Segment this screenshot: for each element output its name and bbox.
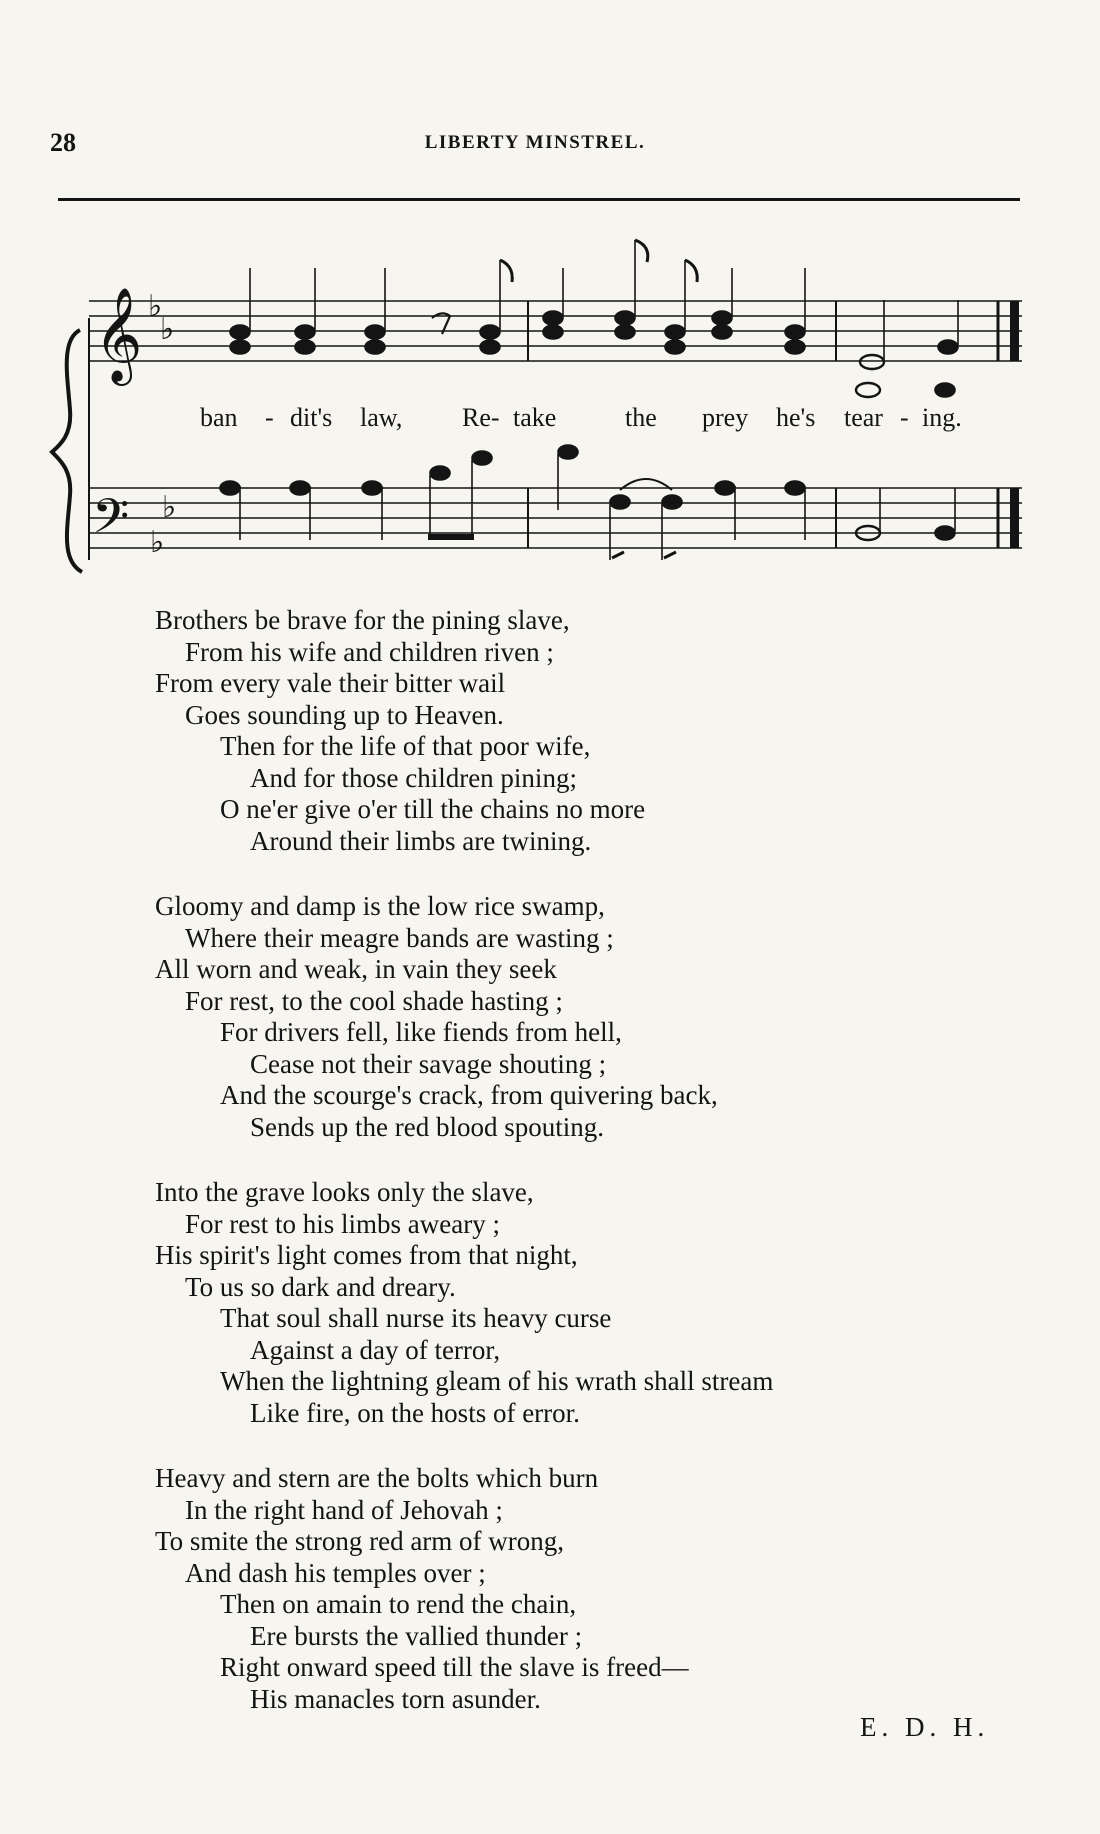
poem-line: Brothers be brave for the pining slave, (155, 605, 570, 635)
poem-line: Sends up the red blood spouting. (250, 1111, 604, 1142)
treble-notes (230, 240, 958, 397)
poem-line: To smite the strong red arm of wrong, (155, 1526, 565, 1556)
flat-sign: ♭ (150, 525, 165, 560)
flat-sign: ♭ (160, 312, 175, 347)
poem-line: When the lightning gleam of his wrath shall stream (220, 1366, 774, 1396)
poem-line: Around their limbs are twining. (250, 825, 592, 856)
poem-line: Into the grave looks only the slave, (155, 1177, 534, 1207)
brace (52, 330, 82, 572)
lyric-syllable: ing. (922, 403, 962, 432)
final-bar-line (1010, 301, 1019, 361)
poem-line: To us so dark and dreary. (185, 1271, 456, 1302)
lyric-syllable: Re- (462, 403, 500, 432)
poem-line: In the right hand of Jehovah ; (185, 1494, 503, 1525)
lyric-syllable: - (900, 403, 909, 432)
page-number: 28 (50, 128, 76, 157)
treble-clef: 𝄞 (94, 287, 143, 382)
poem-line: Cease not their savage shouting ; (250, 1048, 607, 1079)
lyric-syllable: dit's (290, 403, 333, 432)
poem (155, 605, 1015, 1749)
poem-line: Against a day of terror, (250, 1334, 501, 1365)
running-title: LIBERTY MINSTREL. (424, 132, 646, 153)
flat-sign: ♭ (148, 289, 163, 324)
music-score (0, 0, 1100, 600)
poem-line: O ne'er give o'er till the chains no more (220, 794, 646, 824)
lyric-syllable: - (265, 403, 274, 432)
poem-line: Gloomy and damp is the low rice swamp, (155, 891, 605, 921)
poem-line: His manacles torn asunder. (250, 1683, 541, 1714)
author-initials: E. D. H. (860, 1712, 990, 1742)
lyric-syllable: take (513, 403, 557, 432)
lyric-syllable: the (625, 403, 657, 432)
poem-line: From every vale their bitter wail (155, 668, 506, 698)
poem-line: Like fire, on the hosts of error. (250, 1397, 580, 1428)
stanza (155, 1177, 1015, 1429)
lyric-syllable: ban (200, 403, 238, 432)
poem-line: And for those children pining; (250, 762, 577, 793)
poem-line: That soul shall nurse its heavy curse (220, 1303, 612, 1333)
final-bar-line (1010, 488, 1019, 548)
poem-line: Heavy and stern are the bolts which burn (155, 1463, 599, 1493)
poem-line: Goes sounding up to Heaven. (185, 699, 504, 730)
poem-line: His spirit's light comes from that night, (155, 1240, 578, 1270)
poem-line: From his wife and children riven ; (185, 636, 554, 667)
poem-line: Ere bursts the vallied thunder ; (250, 1620, 583, 1651)
poem-line: Where their meagre bands are wasting ; (185, 922, 614, 953)
poem-line: For rest, to the cool shade hasting ; (185, 985, 563, 1016)
poem-line: And the scourge's crack, from quivering back, (220, 1080, 718, 1110)
lyrics (200, 403, 962, 432)
poem-line: For rest to his limbs aweary ; (185, 1208, 500, 1239)
lyric-syllable: law, (360, 403, 403, 432)
flat-sign: ♭ (162, 490, 177, 525)
poem-line: For drivers fell, like fiends from hell, (220, 1017, 622, 1047)
lyric-syllable: prey (702, 403, 749, 432)
bass-staff (89, 488, 1022, 548)
stanza (155, 605, 1015, 857)
lyric-syllable: he's (776, 403, 816, 432)
stanza (155, 1463, 1015, 1715)
poem-line: Then for the life of that poor wife, (220, 731, 591, 761)
lyric-syllable: tear (844, 403, 883, 432)
stanza (155, 891, 1015, 1143)
poem-line: Right onward speed till the slave is freed— (220, 1652, 689, 1682)
poem-line: And dash his temples over ; (185, 1557, 486, 1588)
poem-line: All worn and weak, in vain they seek (155, 954, 557, 984)
poem-line: Then on amain to rend the chain, (220, 1589, 577, 1619)
bass-clef: 𝄢 (92, 488, 130, 556)
